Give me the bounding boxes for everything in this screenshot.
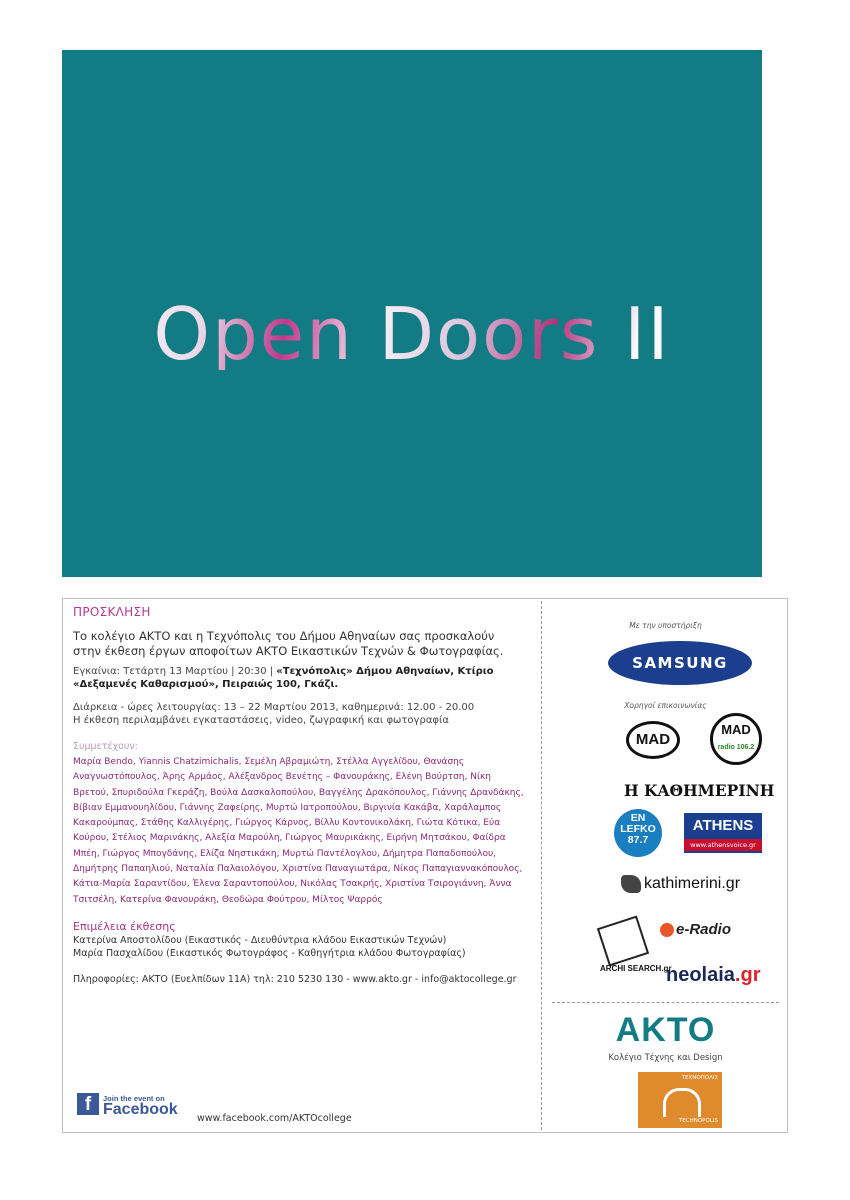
- e-radio-text: e-Radio: [676, 921, 732, 938]
- archisearch-sketch-icon: [597, 915, 649, 966]
- athens-voice-name: ATHENS: [692, 817, 754, 834]
- invitation-heading: ΠΡΟΣΚΛΗΣΗ: [73, 605, 151, 619]
- invitation-details: [73, 605, 528, 985]
- enlefko-logo: EN LEFKO 87.7: [614, 809, 662, 857]
- athens-voice-url: www.athensvoice.gr: [684, 839, 762, 851]
- duration-text: Διάρκεια - ώρες λειτουργίας: 13 – 22 Μαρτίου 2013, καθημερινά: 12.00 - 20.00: [73, 702, 475, 713]
- sponsors-divider: [552, 1002, 779, 1003]
- samsung-logo: SAMSUNG: [608, 641, 752, 685]
- kathimerini-logo: Η ΚΑΘΗΜΕΡΙΝΗ: [624, 781, 775, 800]
- participants-list: Μαρία Bendo, Yiannis Chatzimichalis, Σεμέλη Αβραμιώτη, Στέλλα Αγγελίδου, Θανάσης Αναγνωστόπουλος, Άρης Αρμάος, Αλέξανδρος Βενέτης – Φανουράκης, Ελένη Βούρτση, Νίκη Βρετού, Σπυριδούλα Γκεράζη, Βούλα Δασκαλοπούλου, Βαγγέλης Δρακόπουλος, Γιάννης Δρανδάκης, Βίβιαν Εμμανουηλίδου, Γιάννης Ζαφείρης, Μυρτώ Ιατροπούλου, Βιργινία Κακάβα, Χαράλαμπος Κακαρούμπας, Στάθης Καλλιγέρης, Γιώργος Κάρνος, Βίλλυ Κοντονικολάκη, Γιώτα Κότικα, Εύα Κούρου, Στέλιος Μαρινάκης, Αλεξία Μαρούλη, Γιώργος Μαυρικάκης, Ειρήνη Μητσάκου, Φαίδρα Μπέη, Γιώργος Μπογδάνης, Ελίζα Νηστικάκη, Μυρτώ Παντέλογλου, Δήμητρα Παπαδοπούλου, Δημήτρης Παπαηλιού, Ναταλία Παλαιολόγου, Χριστίνα Παναγιωτάρα, Νίκος Παπαγιαννακόπουλος, Κάτια-Μαρία Σαραντίδου, Έλενα Σαραντοπούλου, Νικόλας Τσακρής, Χριστίνα Τσιρογιάννη, Άννα Τσιτσέλη, Κατερίνα Φανουράκη, Θεοδώρα Φούτρου, Μίλτος Ψαρρός: [73, 757, 524, 905]
- arch-icon: [663, 1088, 701, 1117]
- mad-tv-logo: MAD: [626, 721, 680, 759]
- technopolis-latin: TECHNOPOLIS: [678, 1118, 718, 1124]
- facebook-event-badge[interactable]: [77, 1093, 178, 1118]
- mad-radio-logo: [710, 713, 762, 765]
- e-radio-logo: [660, 921, 731, 938]
- contact-info: Πληροφορίες: ΑΚΤΟ (Ευελπίδων 11Α) τηλ: 210 5230 130 - www.akto.gr - info@aktocollege.gr: [73, 973, 517, 985]
- duration-info: [73, 701, 528, 727]
- lead-line-2: στην έκθεση έργων αποφοίτων ΑΚΤΟ Εικαστικών Τεχνών & Φωτογραφίας.: [73, 644, 504, 658]
- exhibition-includes: Η έκθεση περιλαμβάνει εγκαταστάσεις, video, ζωγραφική και φωτογραφία: [73, 715, 449, 726]
- facebook-icon: f: [77, 1093, 99, 1115]
- athens-voice-logo: [684, 813, 762, 853]
- facebook-join-text: Join the event on: [103, 1094, 165, 1103]
- invitation-lead: [73, 629, 528, 659]
- opening-venue-address: «Δεξαμενές Καθαρισμού», Πειραιώς 100, Γκάζι.: [73, 679, 339, 690]
- lead-line-1: Το κολέγιο ΑΚΤΟ και η Τεχνόπολις του Δήμου Αθηναίων σας προσκαλούν: [73, 629, 495, 643]
- curator-2: Μαρία Πασχαλίδου (Εικαστικός Φωτογράφος - Καθηγήτρια κλάδου Φωτογραφίας): [73, 947, 466, 959]
- kathimerini-gr-text: kathimerini.gr: [644, 875, 741, 893]
- event-title: Open Doors II: [62, 298, 762, 370]
- mad-radio-name: MAD: [721, 722, 751, 737]
- archisearch-logo: ARCHI SEARCH.gr: [600, 964, 672, 973]
- hero-banner: [62, 50, 762, 577]
- curation-title: Επιμέλεια έκθεσης: [73, 919, 176, 933]
- bird-icon: [621, 875, 641, 893]
- opening-venue: «Τεχνόπολις» Δήμου Αθηναίων, Κτίριο: [276, 666, 494, 677]
- technopolis-logo: [638, 1072, 722, 1128]
- participants-label: Συμμετέχουν:: [73, 741, 138, 752]
- facebook-wordmark: Facebook: [103, 1101, 178, 1118]
- mad-radio-frequency: radio 106.2: [717, 744, 755, 751]
- neolaia-logo: [666, 964, 760, 987]
- sponsors-panel: [542, 599, 789, 1134]
- akto-tagline: Κολέγιο Τέχνης και Design: [608, 1053, 723, 1063]
- sun-icon: [660, 923, 674, 937]
- media-sponsors-label: Χορηγοί επικοινωνίας: [624, 701, 707, 710]
- curator-1: Κατερίνα Αποστολίδου (Εικαστικός - Διευθύντρια κλάδου Εικαστικών Τεχνών): [73, 934, 447, 946]
- opening-info: [73, 665, 528, 691]
- akto-logo: ΑΚΤΟ: [615, 1011, 716, 1049]
- kathimerini-gr-logo: [621, 875, 740, 893]
- opening-prefix: Εγκαίνια: Τετάρτη 13 Μαρτίου | 20:30 |: [73, 666, 274, 677]
- neolaia-tld: .gr: [734, 964, 761, 986]
- neolaia-name: neolaia: [666, 964, 735, 986]
- invitation-card: [62, 598, 788, 1133]
- facebook-url-link[interactable]: www.facebook.com/AKTOcollege: [197, 1113, 352, 1124]
- technopolis-greek: ΤΕΧΝΟΠΟΛΙΣ: [681, 1075, 718, 1081]
- support-label: Με την υποστήριξη: [629, 621, 702, 630]
